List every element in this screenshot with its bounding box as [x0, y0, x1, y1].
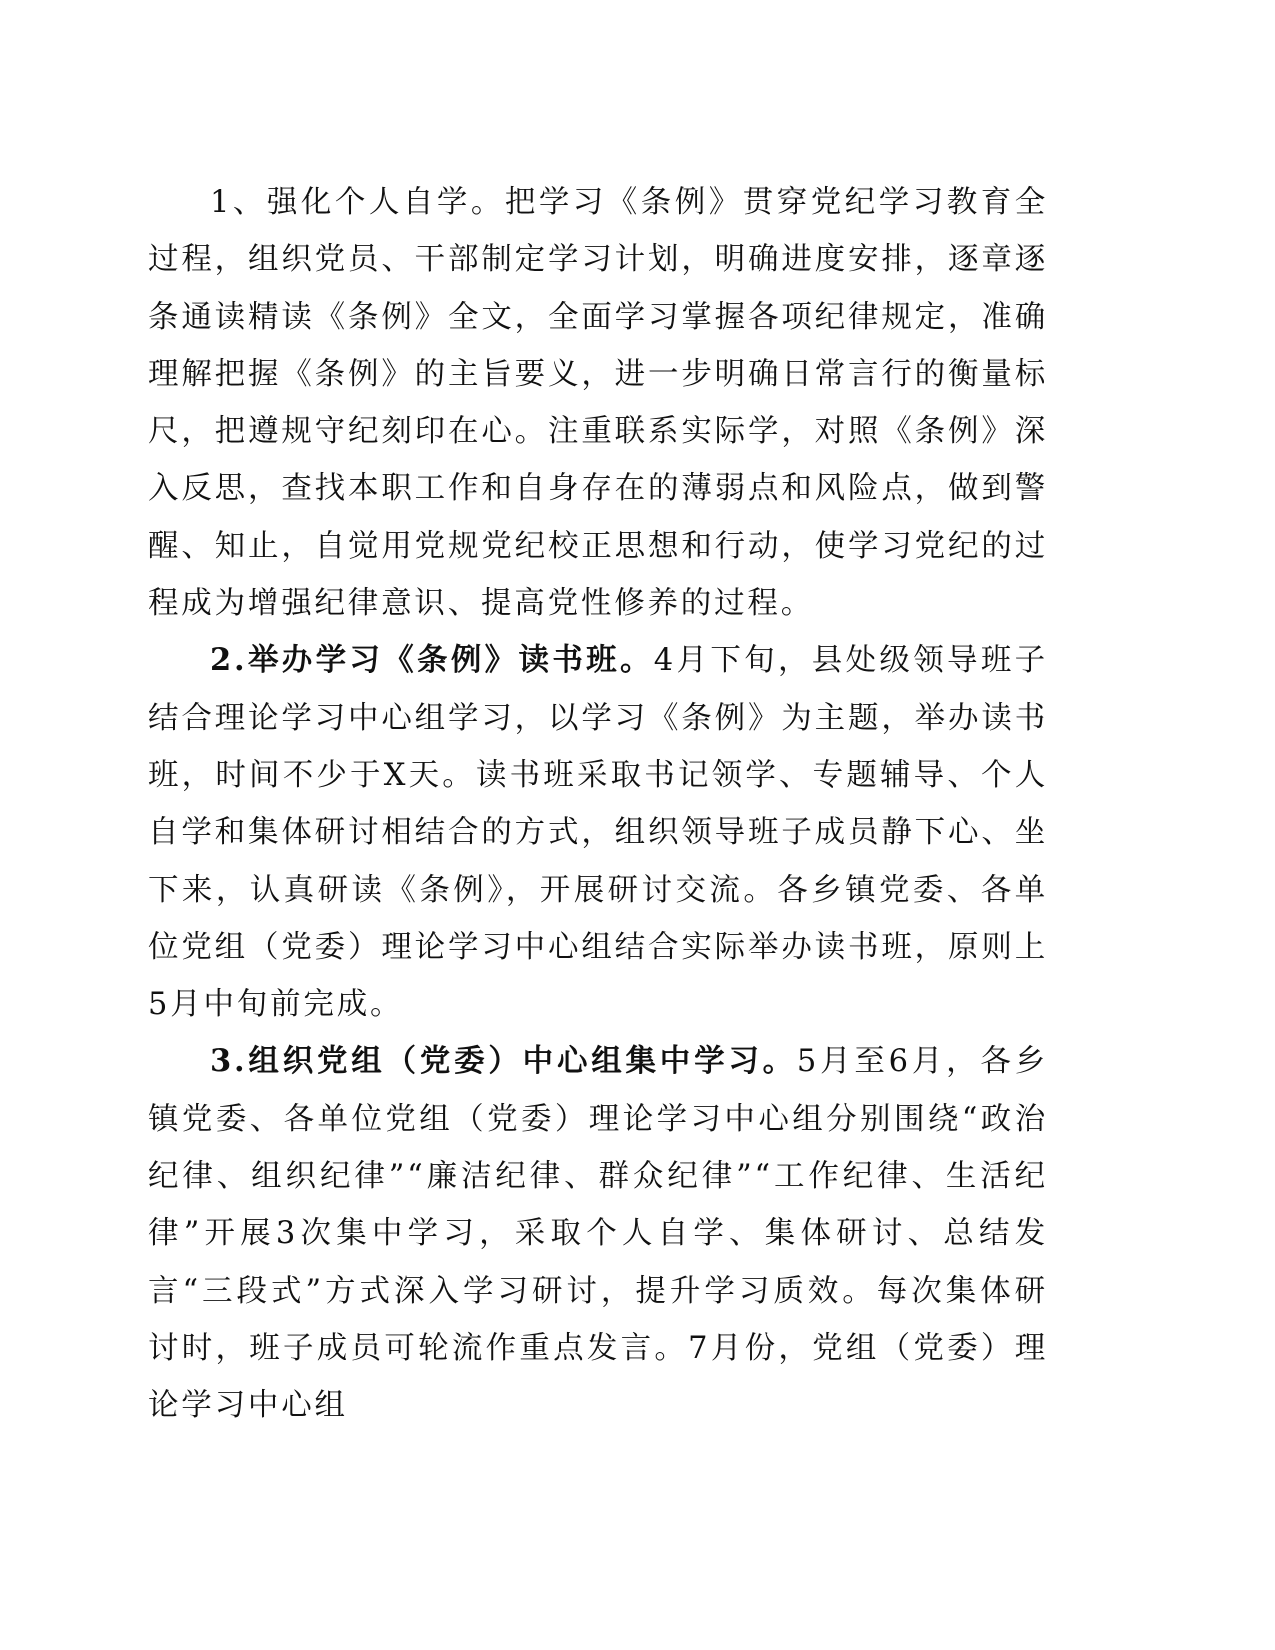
paragraph-1-body: 1、强化个人自学。把学习《条例》贯穿党纪学习教育全过程，组织党员、干部制定学习计划，明确进度安排，逐章逐条通读精读《条例》全文，全面学习掌握各项纪律规定，准确理解把握《条例》的主旨要义，进一步明确日常言行的衡量标尺，把遵规守纪刻印在心。注重联系实际学，对照《条例》深入反思，查找本职工作和自身存在的薄弱点和风险点，做到警醒、知止，自觉用党规党纪校正思想和行动，使学习党纪的过程成为增强纪律意识、提高党性修养的过程。 — [148, 185, 1048, 622]
paragraph-3-group-study — [148, 1033, 1048, 1434]
document-page — [148, 174, 1048, 1435]
paragraph-3-body: 5月至6月，各乡镇党委、各单位党组（党委）理论学习中心组分别围绕“政治纪律、组织纪律”“廉洁纪律、群众纪律”“工作纪律、生活纪律”开展3次集中学习，采取个人自学、集体研讨、总结发言“三段式”方式深入学习研讨，提升学习质效。每次集体研讨时，班子成员可轮流作重点发言。7月份，党组（党委）理论学习中心组 — [148, 1044, 1048, 1424]
paragraph-3-lead: 3.组织党组（党委）中心组集中学习。 — [210, 1043, 797, 1080]
paragraph-2-lead: 2.举办学习《条例》读书班。 — [210, 642, 654, 679]
paragraph-2-reading-class — [148, 632, 1048, 1033]
paragraph-2-body: 4月下旬，县处级领导班子结合理论学习中心组学习，以学习《条例》为主题，举办读书班，时间不少于X天。读书班采取书记领学、专题辅导、个人自学和集体研讨相结合的方式，组织领导班子成员静下心、坐下来，认真研读《条例》，开展研讨交流。各乡镇党委、各单位党组（党委）理论学习中心组结合实际举办读书班，原则上5月中旬前完成。 — [148, 643, 1048, 1023]
paragraph-1-personal-study — [148, 174, 1048, 632]
